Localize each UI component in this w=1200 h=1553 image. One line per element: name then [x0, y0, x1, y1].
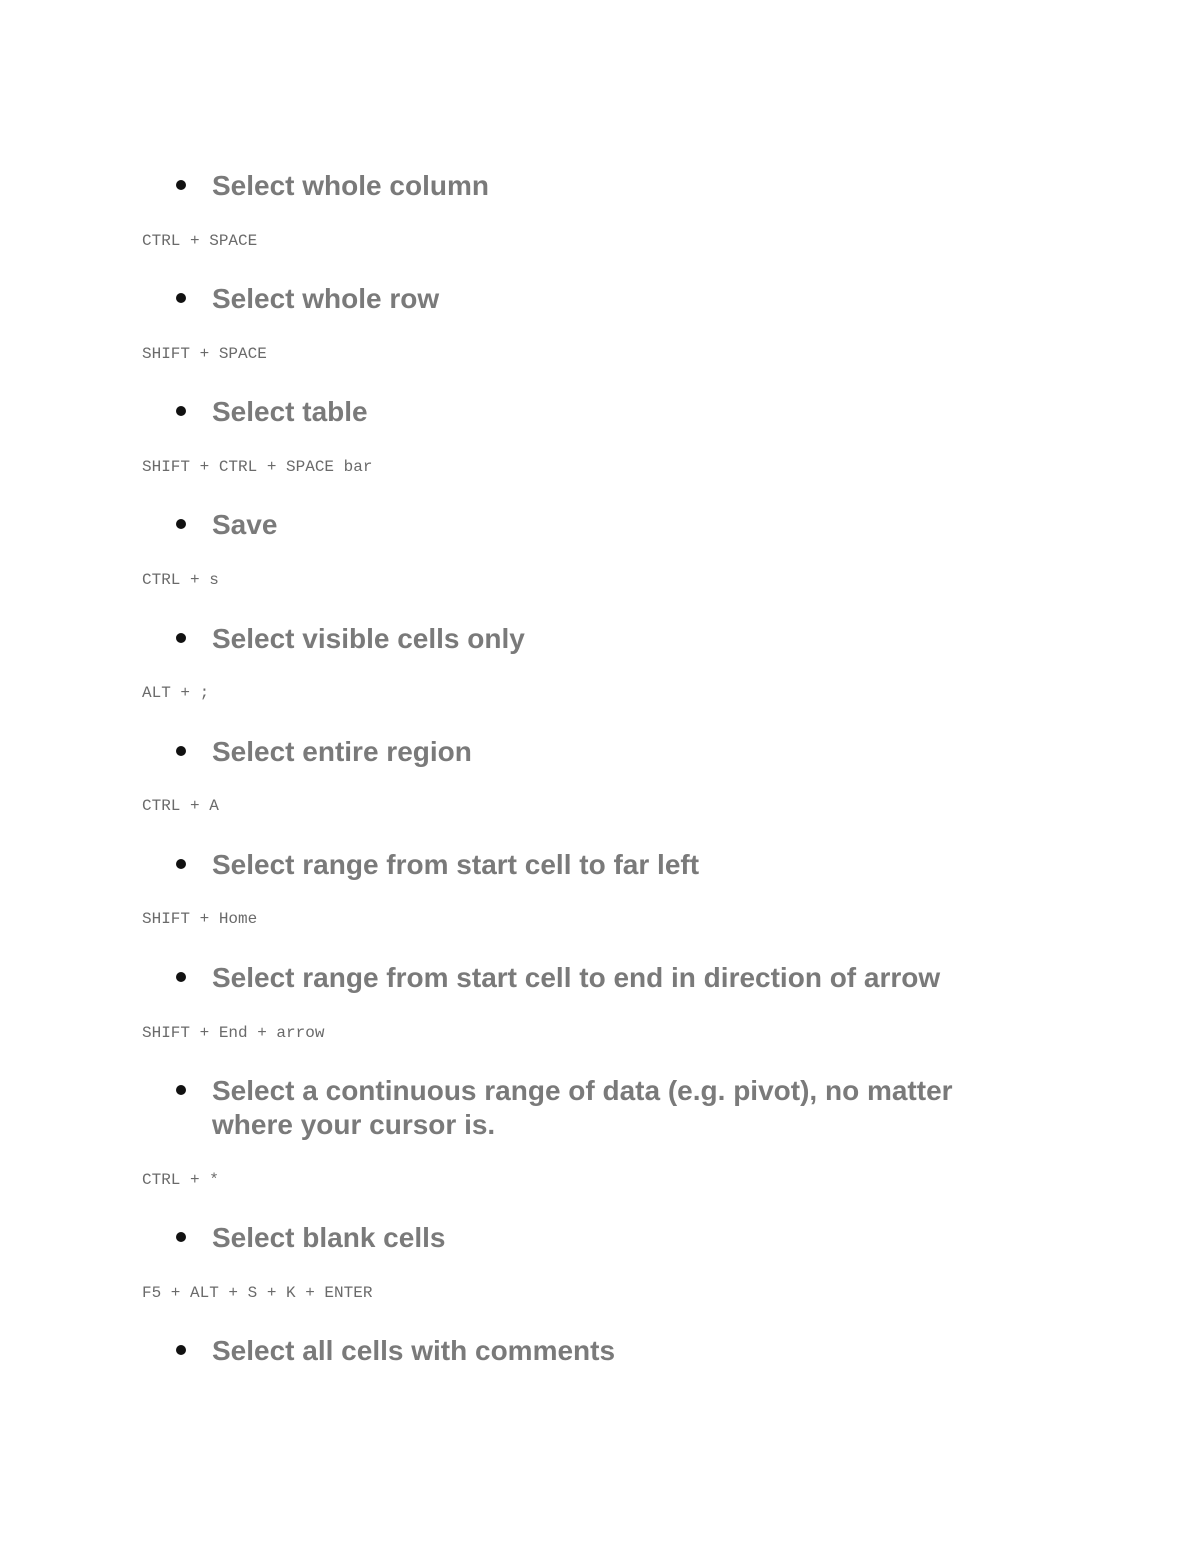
item-heading: Select range from start cell to end in direction of arrow	[212, 962, 941, 993]
bullet-icon	[176, 972, 186, 982]
item-heading: Select a continuous range of data (e.g. pivot), no matter where your cursor is.	[212, 1075, 953, 1140]
item-shortcut: SHIFT + Home	[142, 910, 258, 928]
bullet-icon	[176, 746, 186, 756]
item-shortcut: CTRL + A	[142, 797, 219, 815]
item-shortcut: CTRL + s	[142, 571, 219, 589]
bullet-icon	[176, 406, 186, 416]
bullet-icon	[176, 633, 186, 643]
item-shortcut: F5 + ALT + S + K + ENTER	[142, 1284, 373, 1302]
bullet-icon	[176, 1085, 186, 1095]
bullet-icon	[176, 519, 186, 529]
item-heading: Select range from start cell to far left	[212, 849, 700, 880]
item-shortcut: ALT + ;	[142, 684, 210, 702]
item-heading: Select visible cells only	[212, 623, 525, 654]
item-heading: Select whole column	[212, 170, 489, 201]
item-shortcut: CTRL + *	[142, 1171, 219, 1189]
item-heading: Select entire region	[212, 736, 472, 767]
item-heading: Save	[212, 509, 278, 540]
item-heading: Select blank cells	[212, 1222, 446, 1253]
item-shortcut: CTRL + SPACE	[142, 232, 258, 250]
item-heading: Select all cells with comments	[212, 1335, 616, 1366]
item-shortcut: SHIFT + CTRL + SPACE bar	[142, 458, 373, 476]
bullet-icon	[176, 1345, 186, 1355]
item-shortcut: SHIFT + End + arrow	[142, 1024, 325, 1042]
item-shortcut: SHIFT + SPACE	[142, 345, 267, 363]
bullet-icon	[176, 859, 186, 869]
bullet-icon	[176, 293, 186, 303]
item-heading: Select whole row	[212, 283, 440, 314]
bullet-icon	[176, 1232, 186, 1242]
bullet-icon	[176, 180, 186, 190]
item-heading: Select table	[212, 396, 368, 427]
